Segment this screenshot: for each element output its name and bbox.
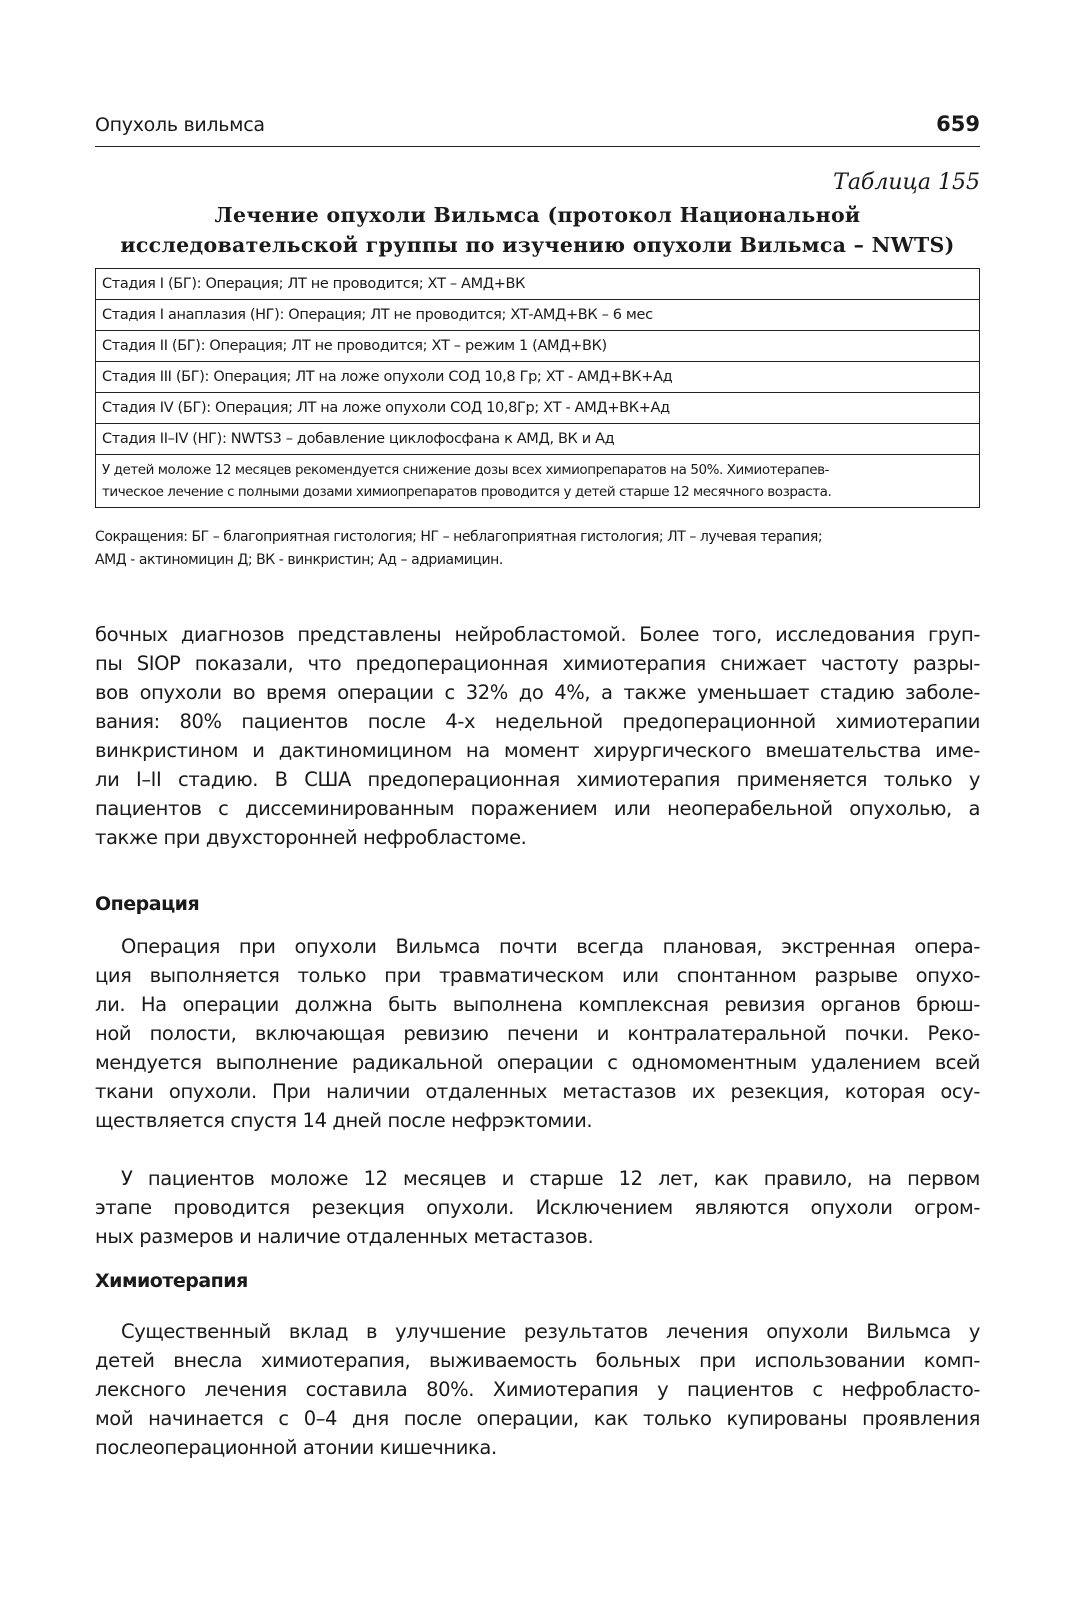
book-page — [95, 0, 980, 1600]
table-row: Стадия II–IV (НГ): NWTS3 – добавление циклофосфана к АМД, ВК и Ад — [96, 423, 979, 454]
table-note — [96, 454, 979, 507]
table-title-line: Лечение опухоли Вильмса (протокол Национальной — [214, 203, 861, 227]
text-line: пациентов с диссеминированным поражением или неоперабельной опухолью, а — [95, 797, 980, 820]
text-line: лексного лечения составила 80%. Химиотерапия у пациентов с нефробласто- — [95, 1378, 980, 1401]
text-line: ли I–II стадию. В США предоперационная химиотерапия применяется только у — [95, 768, 980, 791]
paragraph-operation — [95, 932, 980, 1135]
running-head — [95, 110, 980, 147]
section-heading-chemotherapy: Химиотерапия — [95, 1270, 248, 1292]
paragraph-chemotherapy — [95, 1317, 980, 1462]
table-title — [95, 200, 980, 260]
text-line: ществляется спустя 14 дней после нефрэктомии. — [95, 1109, 593, 1132]
page-number: 659 — [936, 112, 980, 136]
table-note-line: тическое лечение с полными дозами химиопрепаратов проводится у детей старше 12 месячного возраста. — [102, 484, 832, 500]
text-line: вов опухоли во время операции с 32% до 4%, а также уменьшает стадию заболе- — [95, 681, 980, 704]
text-line: ткани опухоли. При наличии отдаленных метастазов их резекция, которая осу- — [95, 1080, 980, 1103]
text-line: ной полости, включающая ревизию печени и контралатеральной почки. Реко- — [95, 1022, 980, 1045]
protocol-table — [95, 268, 980, 508]
abbreviations-line: Сокращения: БГ – благоприятная гистология; НГ – неблагоприятная гистология; ЛТ – лучевая терапия; — [95, 529, 823, 545]
table-row: Стадия I (БГ): Операция; ЛТ не проводится; ХТ – АМД+ВК — [102, 276, 526, 292]
text-line: этапе проводится резекция опухоли. Исключением являются опухоли огром- — [95, 1196, 980, 1219]
text-line: детей внесла химиотерапия, выживаемость больных при использовании комп- — [95, 1349, 980, 1372]
text-line: винкристином и дактиномицином на момент хирургического вмешательства име- — [95, 739, 980, 762]
text-line: мендуется выполнение радикальной операции с одномоментным удалением всей — [95, 1051, 980, 1074]
table-row: Стадия III (БГ): Операция; ЛТ на ложе опухоли СОД 10,8 Гр; ХТ - АМД+ВК+Ад — [96, 361, 979, 392]
text-line: бочных диагнозов представлены нейробластомой. Более того, исследования груп- — [95, 623, 980, 646]
text-line: ных размеров и наличие отдаленных метастазов. — [95, 1225, 594, 1248]
text-line: Существенный вклад в улучшение результатов лечения опухоли Вильмса у — [121, 1320, 980, 1343]
abbreviations-line: АМД - актиномицин Д; ВК - винкристин; Ад – адриамицин. — [95, 552, 503, 568]
text-line: пы SIOP показали, что предоперационная химиотерапия снижает частоту разры- — [95, 652, 980, 675]
text-line: мой начинается с 0–4 дня после операции, как только купированы проявления — [95, 1407, 980, 1430]
table-row: Стадия I анаплазия (НГ): Операция; ЛТ не проводится; ХТ-АМД+ВК – 6 мес — [96, 299, 979, 330]
table-caption: Таблица 155 — [833, 170, 980, 195]
chapter-title: Опухоль вильмса — [95, 114, 265, 136]
text-line: ция выполняется только при травматическом или спонтанном разрыве опухо- — [95, 964, 980, 987]
table-row: Стадия II (БГ): Операция; ЛТ не проводится; ХТ – режим 1 (АМД+ВК) — [96, 330, 979, 361]
table-abbreviations — [95, 526, 980, 572]
paragraph-young-patients — [95, 1164, 980, 1251]
section-heading-operation: Операция — [95, 893, 200, 915]
table-note-line: У детей моложе 12 месяцев рекомендуется снижение дозы всех химиопрепаратов на 50%. Химиотерапев- — [102, 462, 830, 478]
text-line: послеоперационной атонии кишечника. — [95, 1436, 497, 1459]
text-line: вания: 80% пациентов после 4-х недельной предоперационной химиотерапии — [95, 710, 980, 733]
table-title-line: исследовательской группы по изучению опухоли Вильмса – NWTS) — [120, 233, 955, 257]
text-line: Операция при опухоли Вильмса почти всегда плановая, экстренная опера- — [121, 935, 980, 958]
paragraph-continuation — [95, 620, 980, 852]
text-line: также при двухсторонней нефробластоме. — [95, 826, 527, 849]
text-line: У пациентов моложе 12 месяцев и старше 12 лет, как правило, на первом — [121, 1167, 980, 1190]
table-row: Стадия IV (БГ): Операция; ЛТ на ложе опухоли СОД 10,8Гр; ХТ - АМД+ВК+Ад — [96, 392, 979, 423]
text-line: ли. На операции должна быть выполнена комплексная ревизия органов брюш- — [95, 993, 980, 1016]
